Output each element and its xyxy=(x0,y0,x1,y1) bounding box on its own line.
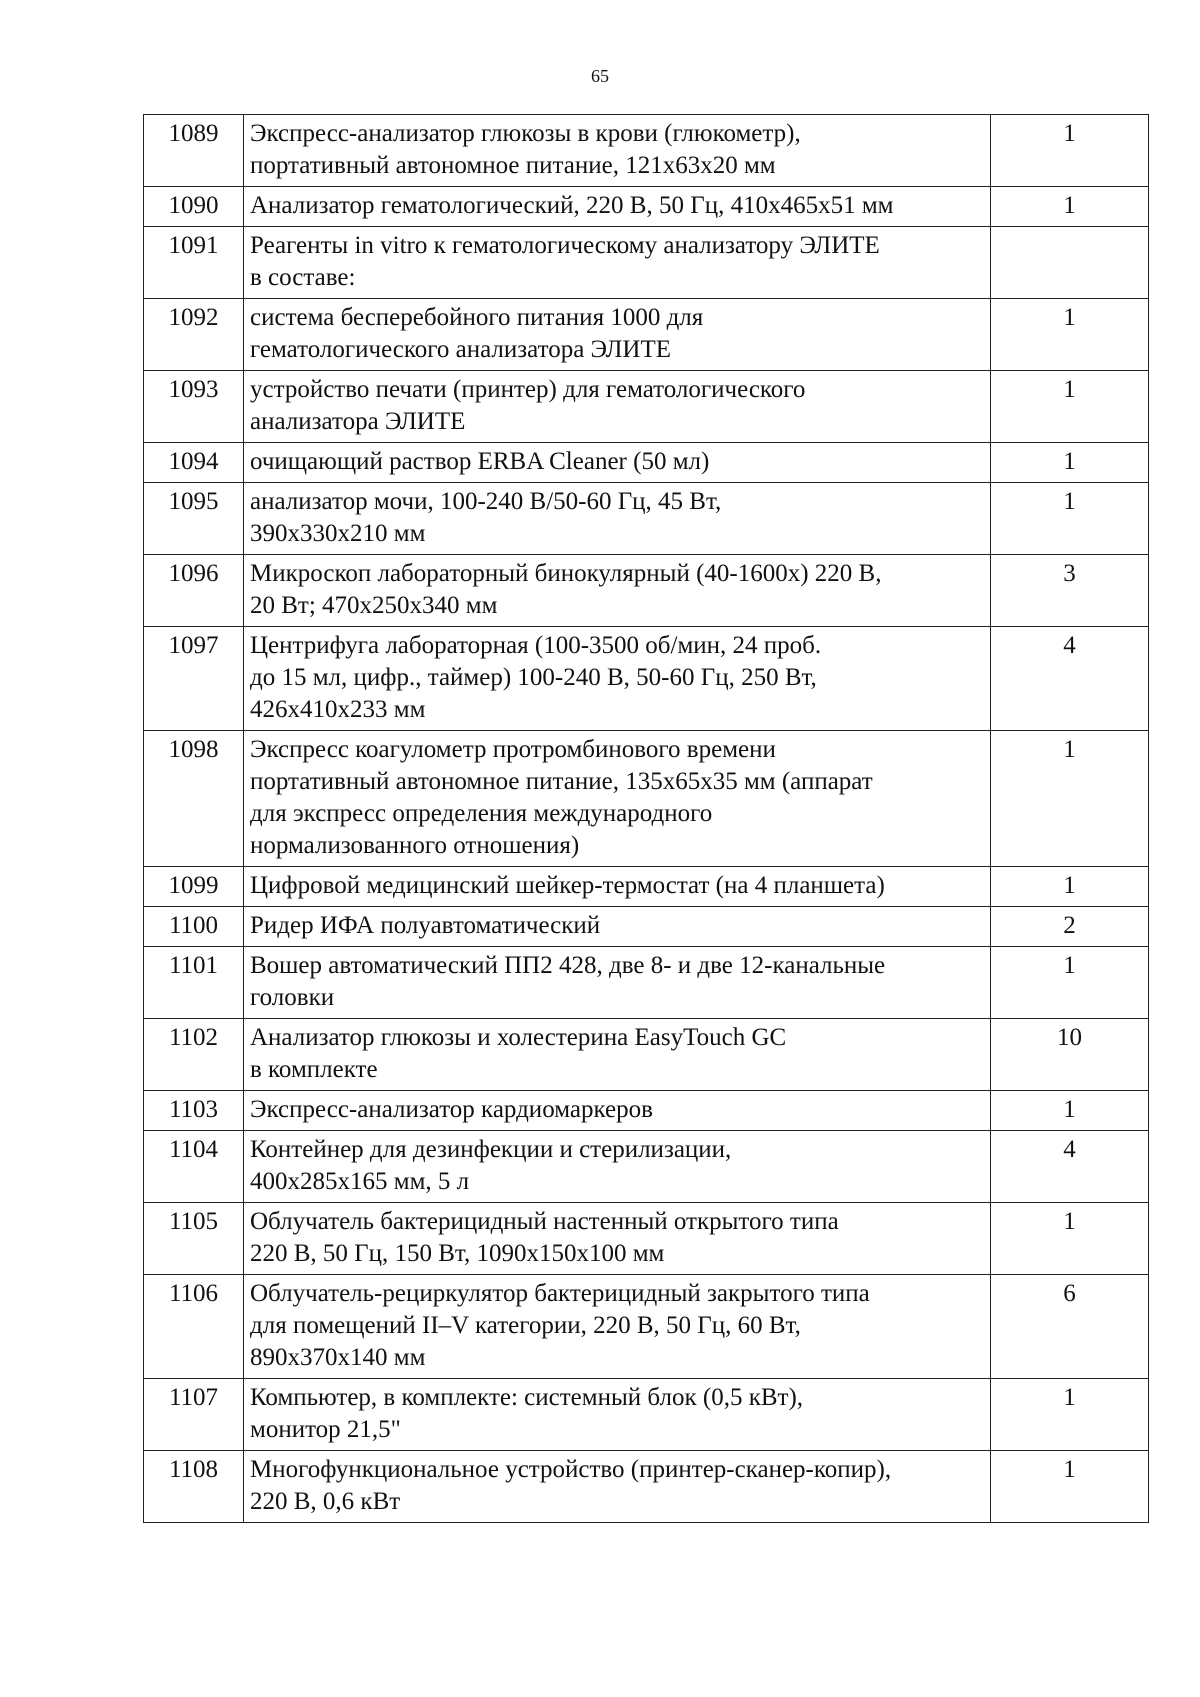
item-name-line: анализатор мочи, 100-240 В/50-60 Гц, 45 Вт, xyxy=(250,488,722,515)
item-name-line: в составе: xyxy=(250,264,356,291)
item-quantity: 6 xyxy=(991,1275,1149,1379)
item-name-line: Экспресс-анализатор кардиомаркеров xyxy=(250,1096,653,1123)
row-number: 1103 xyxy=(144,1091,244,1131)
item-name-line: анализатора ЭЛИТЕ xyxy=(250,408,466,435)
table-row xyxy=(144,227,1149,299)
item-name-line: Экспресс коагулометр протромбинового времени xyxy=(250,736,776,763)
item-name xyxy=(244,1019,991,1091)
item-name-line: портативный автономное питание, 121х63х20 мм xyxy=(250,152,776,179)
table-row xyxy=(144,299,1149,371)
item-name xyxy=(244,1275,991,1379)
item-quantity: 1 xyxy=(991,483,1149,555)
item-quantity: 1 xyxy=(991,1451,1149,1523)
item-name-line: 426х410х233 мм xyxy=(250,696,426,723)
row-number: 1100 xyxy=(144,907,244,947)
row-number: 1092 xyxy=(144,299,244,371)
table-row xyxy=(144,1019,1149,1091)
item-quantity xyxy=(991,227,1149,299)
item-name xyxy=(244,187,991,227)
table-row xyxy=(144,867,1149,907)
table-row xyxy=(144,115,1149,187)
item-name-line: Реагенты in vitro к гематологическому анализатору ЭЛИТЕ xyxy=(250,232,880,259)
item-name xyxy=(244,555,991,627)
table-row xyxy=(144,1131,1149,1203)
item-quantity: 1 xyxy=(991,867,1149,907)
table-row xyxy=(144,1203,1149,1275)
table-row xyxy=(144,907,1149,947)
table-row xyxy=(144,483,1149,555)
item-name xyxy=(244,1091,991,1131)
item-quantity: 4 xyxy=(991,1131,1149,1203)
item-name xyxy=(244,299,991,371)
equipment-table-body xyxy=(144,115,1149,1523)
row-number: 1097 xyxy=(144,627,244,731)
table-row xyxy=(144,555,1149,627)
row-number: 1094 xyxy=(144,443,244,483)
item-quantity: 1 xyxy=(991,1091,1149,1131)
item-name-line: 220 В, 0,6 кВт xyxy=(250,1488,401,1515)
item-name-line: Анализатор гематологический, 220 В, 50 Гц, 410х465х51 мм xyxy=(250,192,894,219)
item-quantity: 1 xyxy=(991,1203,1149,1275)
item-name-line: для помещений II–V категории, 220 В, 50 Гц, 60 Вт, xyxy=(250,1312,801,1339)
row-number: 1105 xyxy=(144,1203,244,1275)
item-quantity: 1 xyxy=(991,731,1149,867)
item-name-line: для экспресс определения международного xyxy=(250,800,713,827)
item-quantity: 1 xyxy=(991,299,1149,371)
item-quantity: 2 xyxy=(991,907,1149,947)
item-name-line: в комплекте xyxy=(250,1056,378,1083)
table-row xyxy=(144,1275,1149,1379)
table-row xyxy=(144,187,1149,227)
item-name-line: головки xyxy=(250,984,335,1011)
row-number: 1098 xyxy=(144,731,244,867)
item-name xyxy=(244,947,991,1019)
item-name xyxy=(244,867,991,907)
item-name-line: Ридер ИФА полуавтоматический xyxy=(250,912,601,939)
item-name-line: монитор 21,5" xyxy=(250,1416,401,1443)
item-name-line: 890х370х140 мм xyxy=(250,1344,426,1371)
row-number: 1093 xyxy=(144,371,244,443)
item-name xyxy=(244,1379,991,1451)
item-name-line: Микроскоп лабораторный бинокулярный (40-1600х) 220 В, xyxy=(250,560,882,587)
row-number: 1102 xyxy=(144,1019,244,1091)
row-number: 1108 xyxy=(144,1451,244,1523)
item-name-line: портативный автономное питание, 135х65х35 мм (аппарат xyxy=(250,768,873,795)
table-row xyxy=(144,371,1149,443)
item-name xyxy=(244,227,991,299)
item-name xyxy=(244,115,991,187)
item-name-line: Центрифуга лабораторная (100-3500 об/мин, 24 проб. xyxy=(250,632,822,659)
table-row xyxy=(144,731,1149,867)
table-row xyxy=(144,627,1149,731)
item-name xyxy=(244,483,991,555)
page-number: 65 xyxy=(591,66,609,86)
row-number: 1101 xyxy=(144,947,244,1019)
item-quantity: 1 xyxy=(991,115,1149,187)
item-name-line: Облучатель бактерицидный настенный открытого типа xyxy=(250,1208,839,1235)
item-name-line: до 15 мл, цифр., таймер) 100-240 В, 50-60 Гц, 250 Вт, xyxy=(250,664,817,691)
row-number: 1099 xyxy=(144,867,244,907)
table-row xyxy=(144,1451,1149,1523)
row-number: 1089 xyxy=(144,115,244,187)
item-name-line: Цифровой медицинский шейкер-термостат (на 4 планшета) xyxy=(250,872,885,899)
item-name-line: Экспресс-анализатор глюкозы в крови (глюкометр), xyxy=(250,120,801,147)
item-name-line: Облучатель-рециркулятор бактерицидный закрытого типа xyxy=(250,1280,870,1307)
item-name-line: очищающий раствор ERBA Cleaner (50 мл) xyxy=(250,448,710,475)
item-name-line: гематологического анализатора ЭЛИТЕ xyxy=(250,336,672,363)
item-quantity: 1 xyxy=(991,1379,1149,1451)
item-name-line: нормализованного отношения) xyxy=(250,832,580,859)
item-name xyxy=(244,731,991,867)
item-quantity: 4 xyxy=(991,627,1149,731)
item-name-line: Компьютер, в комплекте: системный блок (0,5 кВт), xyxy=(250,1384,804,1411)
row-number: 1104 xyxy=(144,1131,244,1203)
item-name xyxy=(244,1203,991,1275)
item-name xyxy=(244,443,991,483)
item-quantity: 1 xyxy=(991,947,1149,1019)
row-number: 1107 xyxy=(144,1379,244,1451)
item-quantity: 10 xyxy=(991,1019,1149,1091)
row-number: 1090 xyxy=(144,187,244,227)
item-name-line: Контейнер для дезинфекции и стерилизации, xyxy=(250,1136,732,1163)
row-number: 1095 xyxy=(144,483,244,555)
row-number: 1091 xyxy=(144,227,244,299)
item-name xyxy=(244,1131,991,1203)
table-row xyxy=(144,947,1149,1019)
item-name-line: 20 Вт; 470х250х340 мм xyxy=(250,592,498,619)
item-quantity: 1 xyxy=(991,371,1149,443)
item-name-line: система бесперебойного питания 1000 для xyxy=(250,304,704,331)
row-number: 1096 xyxy=(144,555,244,627)
item-name xyxy=(244,907,991,947)
equipment-table xyxy=(143,114,1149,1523)
item-name xyxy=(244,371,991,443)
table-row xyxy=(144,1379,1149,1451)
item-name-line: 220 В, 50 Гц, 150 Вт, 1090х150х100 мм xyxy=(250,1240,665,1267)
item-quantity: 1 xyxy=(991,187,1149,227)
item-quantity: 3 xyxy=(991,555,1149,627)
item-name-line: Многофункциональное устройство (принтер-сканер-копир), xyxy=(250,1456,892,1483)
item-name xyxy=(244,1451,991,1523)
item-name-line: 390х330х210 мм xyxy=(250,520,426,547)
item-name xyxy=(244,627,991,731)
row-number: 1106 xyxy=(144,1275,244,1379)
table-row xyxy=(144,1091,1149,1131)
item-name-line: устройство печати (принтер) для гематологического xyxy=(250,376,806,403)
item-quantity: 1 xyxy=(991,443,1149,483)
item-name-line: Анализатор глюкозы и холестерина EasyTouch GC xyxy=(250,1024,787,1051)
item-name-line: Вошер автоматический ПП2 428, две 8- и две 12-канальные xyxy=(250,952,886,979)
table-row xyxy=(144,443,1149,483)
item-name-line: 400х285х165 мм, 5 л xyxy=(250,1168,470,1195)
